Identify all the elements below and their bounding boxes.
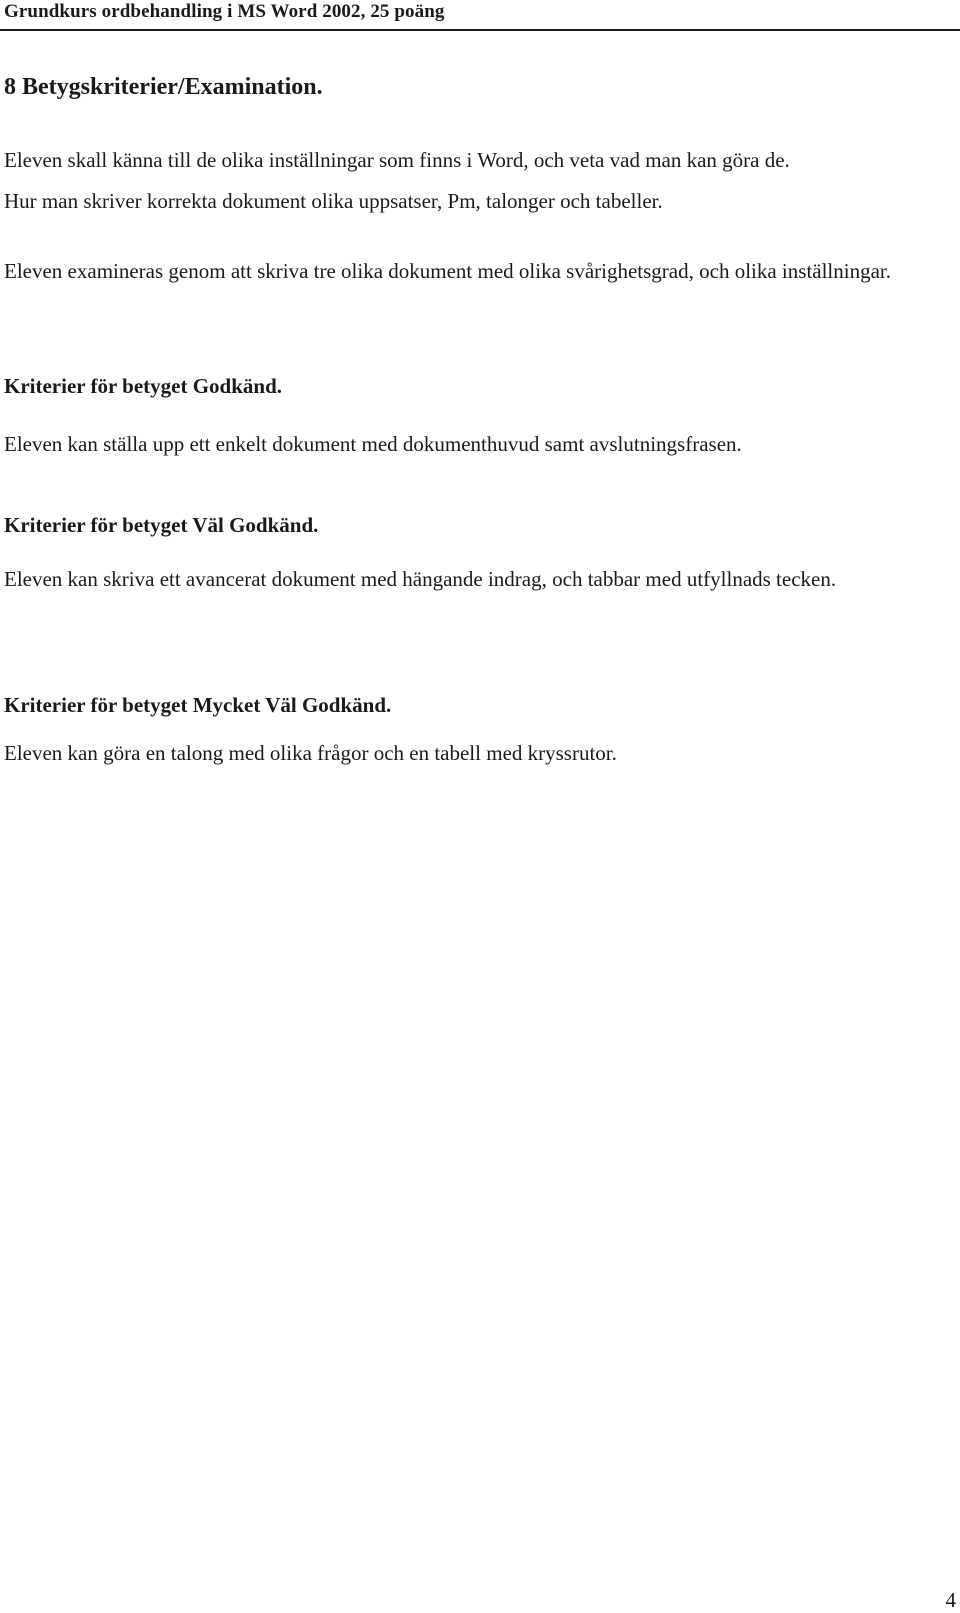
exam-paragraph: Eleven examineras genom att skriva tre olika dokument med olika svårighetsgrad, och olika inställningar. [4,259,892,283]
criteria-text-val-godkand: Eleven kan skriva ett avancerat dokument med hängande indrag, och tabbar med utfyllnads tecken. [4,567,837,591]
section-title: 8 Betygskriterier/Examination. [4,74,323,100]
criteria-heading-godkand: Kriterier för betyget Godkänd. [4,374,283,398]
intro-line-1: Eleven skall känna till de olika inställningar som finns i Word, och veta vad man kan göra de. [4,148,790,172]
criteria-text-godkand: Eleven kan ställa upp ett enkelt dokument med dokumenthuvud samt avslutningsfrasen. [4,432,742,456]
intro-line-2: Hur man skriver korrekta dokument olika uppsatser, Pm, talonger och tabeller. [4,189,663,213]
criteria-heading-mycket-val-godkand: Kriterier för betyget Mycket Väl Godkänd. [4,693,392,717]
page-header-title: Grundkurs ordbehandling i MS Word 2002, 25 poäng [4,1,445,22]
criteria-heading-val-godkand: Kriterier för betyget Väl Godkänd. [4,513,319,537]
page-number: 4 [945,1588,956,1612]
header-rule [0,29,960,31]
criteria-text-mycket-val-godkand: Eleven kan göra en talong med olika frågor och en tabell med kryssrutor. [4,741,617,765]
